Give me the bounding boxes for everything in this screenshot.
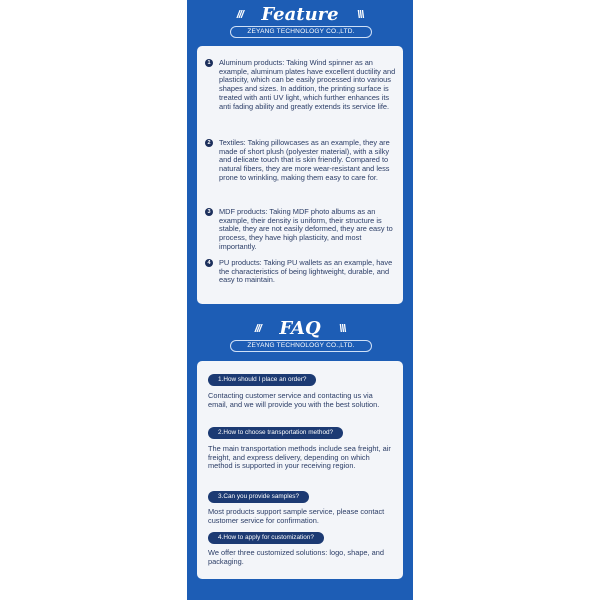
number-badge: 4 — [205, 259, 213, 267]
faq-question-badge: 4.How to apply for customization? — [208, 532, 324, 544]
feature-heading — [187, 4, 413, 26]
right-slash-decoration-icon: \\\ — [357, 9, 364, 21]
faq-answer: Most products support sample service, please contact customer service for confirmation. — [208, 507, 385, 525]
feature-text: PU products: Taking PU wallets as an example, have the characteristics of being lightweight, durable, and easy to maintain. — [219, 258, 393, 285]
faq-heading — [187, 318, 413, 340]
faq-question-badge: 1.How should I place an order? — [208, 374, 316, 386]
faq-card — [197, 361, 403, 579]
feature-card — [197, 46, 403, 304]
left-slash-decoration-icon: /// — [254, 323, 261, 335]
feature-text: Aluminum products: Taking Wind spinner as an example, aluminum plates have excellent ductility and plasticity, which can be easily processed into various shapes and sizes. In addition, the printing surface is treated with anti UV light, which further enhances its anti fading ability and greatly extends its service life. — [219, 58, 396, 111]
faq-question-badge: 3.Can you provide samples? — [208, 491, 309, 503]
feature-title: Feature — [261, 4, 339, 25]
number-badge: 3 — [205, 208, 213, 216]
feature-company-pill: ZEYANG TECHNOLOGY CO.,LTD. — [230, 26, 372, 38]
number-badge: 1 — [205, 59, 213, 67]
feature-text: MDF products: Taking MDF photo albums as an example, their density is uniform, their structure is stable, they are not easily deformed, they are easy to process, they have high plasticity, and most importantly. — [219, 207, 393, 251]
faq-answer: The main transportation methods include sea freight, air freight, and express delivery, depending on which method is supported in your receiving region. — [208, 444, 391, 471]
faq-title: FAQ — [279, 318, 321, 339]
left-slash-decoration-icon: /// — [236, 9, 243, 21]
faq-answer: Contacting customer service and contacting us via email, and we will provide you with the best solution. — [208, 391, 380, 409]
right-slash-decoration-icon: \\\ — [339, 323, 346, 335]
faq-question-badge: 2.How to choose transportation method? — [208, 427, 343, 439]
content-strip — [187, 0, 413, 600]
number-badge: 2 — [205, 139, 213, 147]
feature-text: Textiles: Taking pillowcases as an example, they are made of short plush (polyester material), with a silky and delicate touch that is skin friendly. Compared to natural fibers, they are more wear-resistant and less prone to wrinkling, making them easy to care for. — [219, 138, 390, 182]
faq-answer: We offer three customized solutions: logo, shape, and packaging. — [208, 548, 384, 566]
faq-company-pill: ZEYANG TECHNOLOGY CO.,LTD. — [230, 340, 372, 352]
